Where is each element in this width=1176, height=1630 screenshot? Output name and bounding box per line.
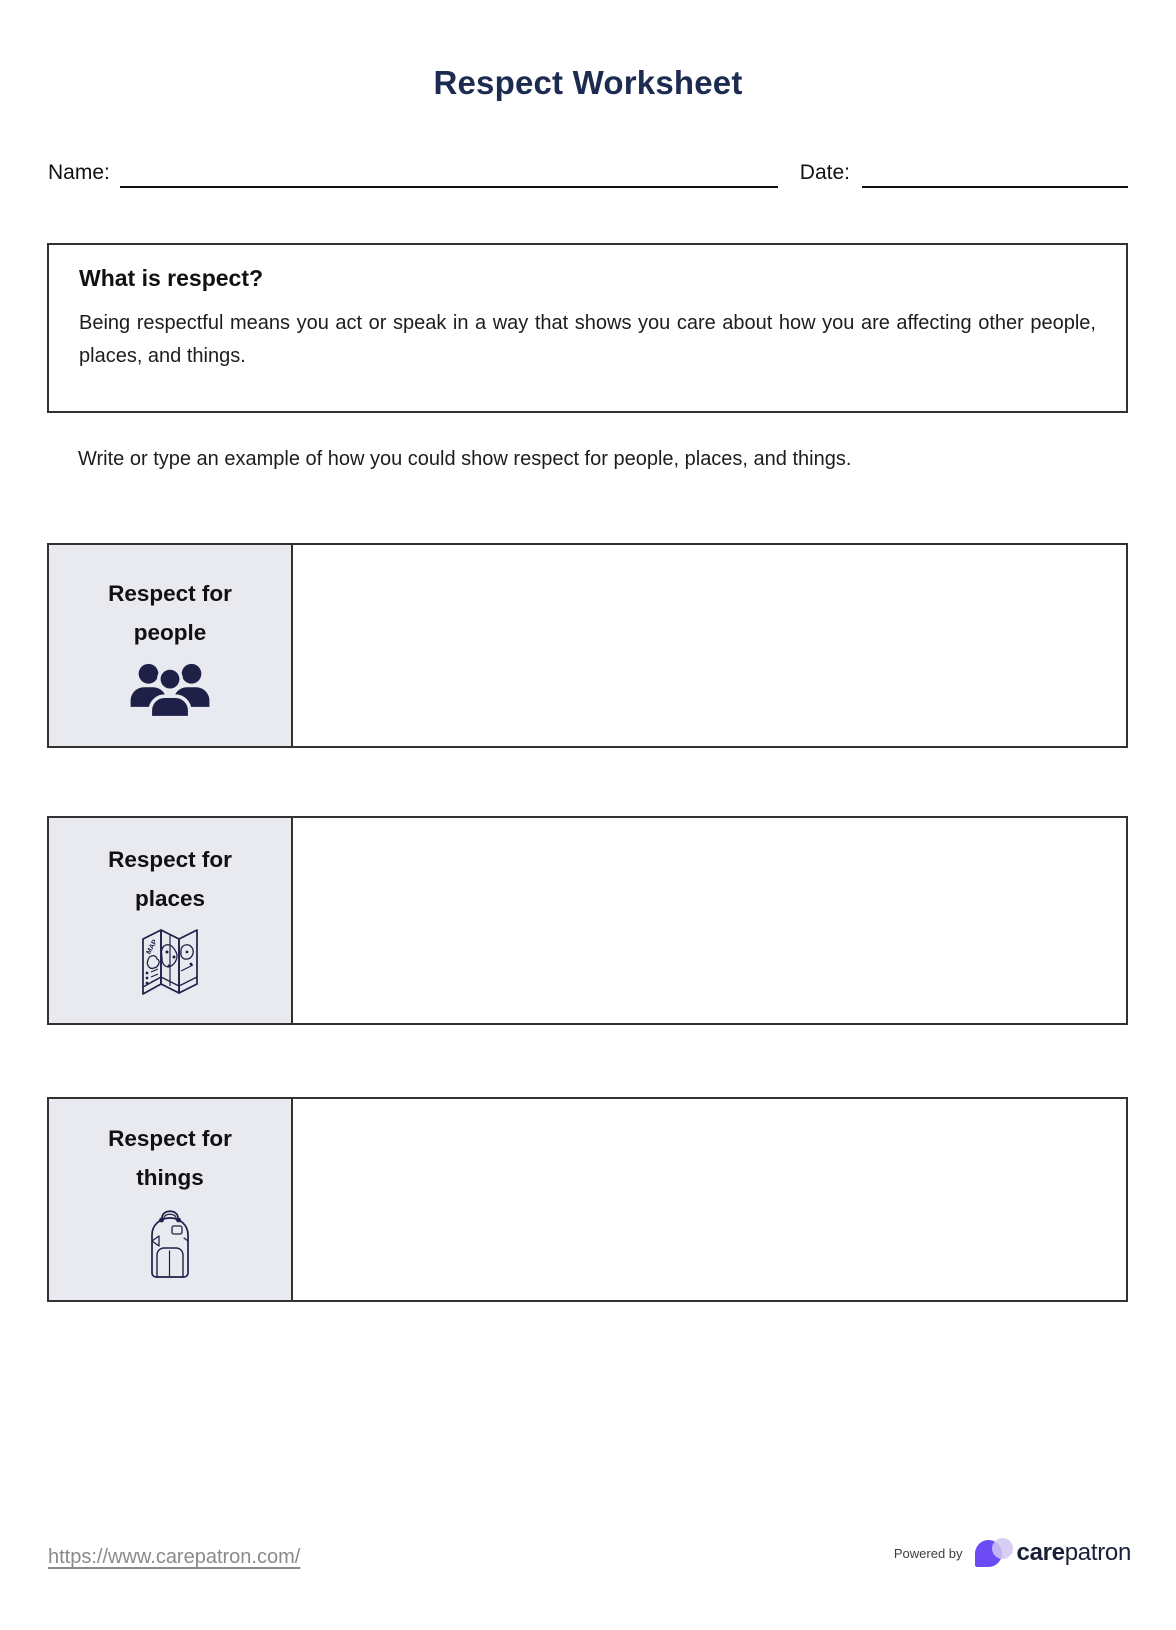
table-row-places xyxy=(47,816,1128,1025)
name-label: Name: xyxy=(48,161,110,184)
answer-cell-places[interactable] xyxy=(293,818,1126,1023)
answer-cell-people[interactable] xyxy=(293,545,1126,746)
what-is-respect-box xyxy=(47,243,1128,413)
brand-care: care xyxy=(1016,1539,1065,1566)
row-label-line2: people xyxy=(133,619,207,645)
row-label-line2: things xyxy=(136,1164,204,1190)
svg-text:MAP: MAP xyxy=(145,938,159,956)
page-title: Respect Worksheet xyxy=(433,64,743,101)
label-cell-places xyxy=(49,818,293,1023)
carepatron-link[interactable]: https://www.carepatron.com/ xyxy=(48,1546,301,1568)
powered-by-label: Powered by xyxy=(893,1545,963,1561)
people-icon xyxy=(127,660,213,718)
logo-bubble-lavender xyxy=(992,1538,1013,1559)
carepatron-logo-icon xyxy=(975,1538,1017,1568)
info-body: Being respectful means you act or speak in a way that shows you care about how you are affecting other people, places, and things. xyxy=(79,312,1096,367)
date-label: Date: xyxy=(799,161,850,184)
row-label-line1: Respect for xyxy=(108,1125,232,1151)
row-label-line1: Respect for xyxy=(108,846,232,872)
label-cell-people xyxy=(49,545,293,746)
carepatron-wordmark xyxy=(1017,1539,1131,1567)
table-row-people xyxy=(47,543,1128,748)
answer-cell-things[interactable] xyxy=(293,1099,1126,1300)
brand-patron: patron xyxy=(1064,1539,1131,1566)
backpack-icon xyxy=(141,1205,199,1281)
row-label-line1: Respect for xyxy=(108,580,232,606)
powered-by-block xyxy=(894,1538,1131,1568)
date-input[interactable] xyxy=(862,158,1128,188)
name-input[interactable] xyxy=(120,158,778,188)
info-heading: What is respect? xyxy=(79,265,264,291)
name-date-row xyxy=(48,158,1128,188)
table-row-things xyxy=(47,1097,1128,1302)
instruction-text: Write or type an example of how you could show respect for people, places, and things. xyxy=(78,448,852,470)
map-icon xyxy=(134,926,206,1002)
row-label-line2: places xyxy=(134,885,206,911)
label-cell-things xyxy=(49,1099,293,1300)
